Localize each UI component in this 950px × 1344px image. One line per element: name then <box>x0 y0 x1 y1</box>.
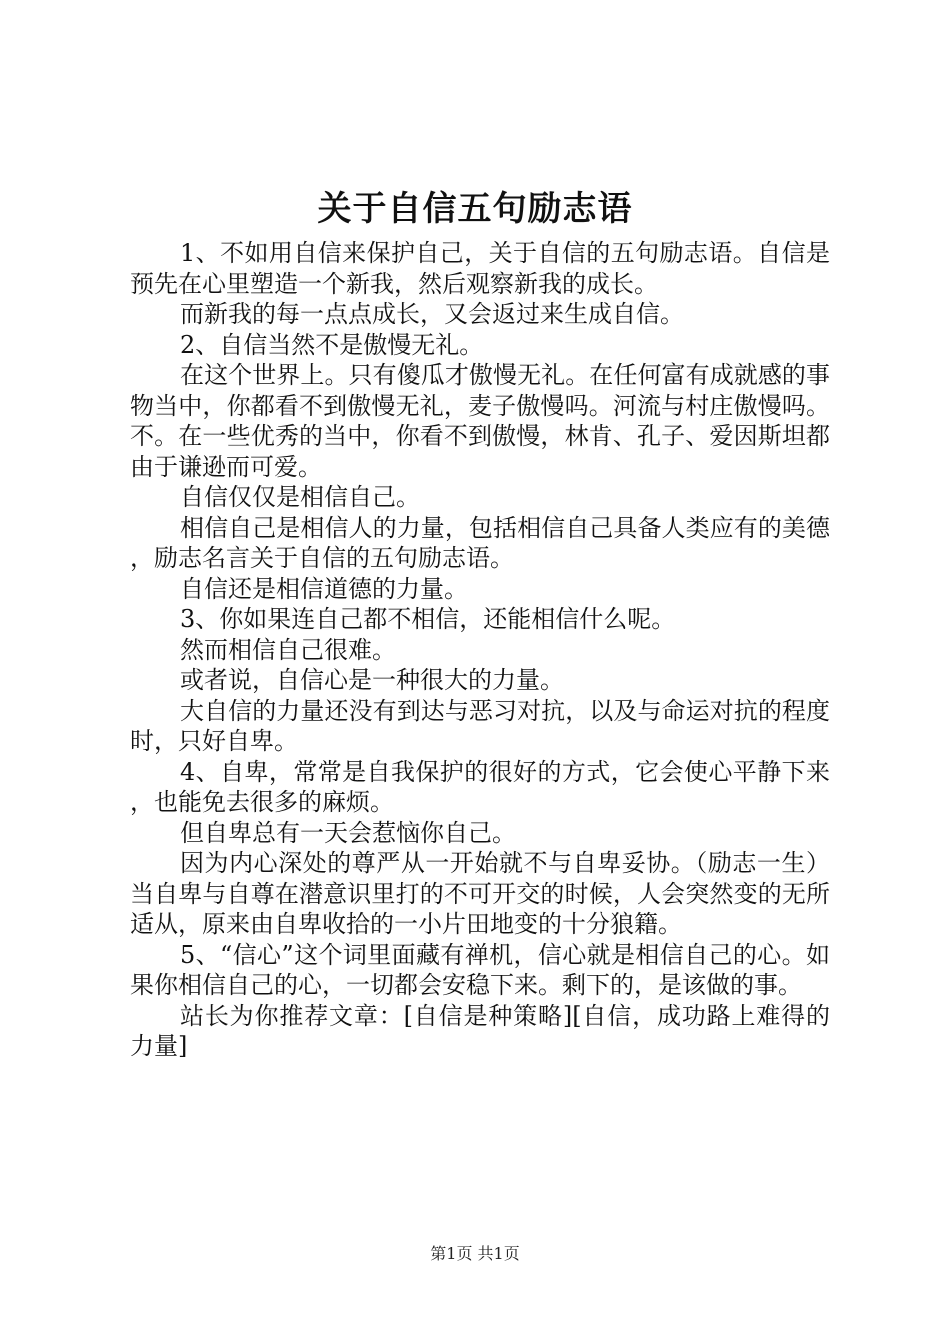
paragraph: 而新我的每一点点成长，又会返过来生成自信。 <box>180 300 684 328</box>
recommended-articles: 站长为你推荐文章：[自信是种策略][自信，成功路上难得的力量] <box>130 1001 830 1060</box>
paragraph: 在这个世界上。只有傻瓜才傲慢无礼。在任何富有成就感的事物当中，你都看不到傲慢无礼，麦子傲慢吗。河流与村庄傲慢吗。不。在一些优秀的当中，你看不到傲慢，林肯、孔子、爱因斯坦都由于谦逊而可爱。 <box>130 361 830 481</box>
document-body <box>130 238 830 1062</box>
paragraph: 自信还是相信道德的力量。 <box>180 574 468 603</box>
page-footer: 第1页 共1页 <box>430 1244 520 1263</box>
paragraph: 因为内心深处的尊严从一开始就不与自卑妥协。（励志一生）当自卑与自尊在潜意识里打的不可开交的时候，人会突然变的无所适从，原来由自卑收拾的一小片田地变的十分狼籍。 <box>130 849 830 938</box>
paragraph: 然而相信自己很难。 <box>180 635 396 664</box>
paragraph: 自信仅仅是相信自己。 <box>180 483 420 511</box>
paragraph: 但自卑总有一天会惹恼你自己。 <box>180 818 516 847</box>
paragraph: 2、自信当然不是傲慢无礼。 <box>180 330 484 359</box>
paragraph: 1、不如用自信来保护自己，关于自信的五句励志语。自信是预先在心里塑造一个新我，然后观察新我的成长。 <box>130 239 830 298</box>
page-title: 关于自信五句励志语 <box>317 189 633 229</box>
paragraph: 或者说，自信心是一种很大的力量。 <box>180 666 564 694</box>
paragraph: 5、“信心”这个词里面藏有禅机，信心就是相信自己的心。如果你相信自己的心，一切都会安稳下来。剩下的，是该做的事。 <box>130 940 830 999</box>
paragraph: 3、你如果连自己都不相信，还能相信什么呢。 <box>180 605 676 633</box>
paragraph: 大自信的力量还没有到达与恶习对抗，以及与命运对抗的程度时，只好自卑。 <box>130 696 830 755</box>
paragraph: 4、自卑，常常是自我保护的很好的方式，它会使心平静下来，也能免去很多的麻烦。 <box>130 757 830 816</box>
paragraph: 相信自己是相信人的力量，包括相信自己具备人类应有的美德，励志名言关于自信的五句励志语。 <box>130 513 830 572</box>
